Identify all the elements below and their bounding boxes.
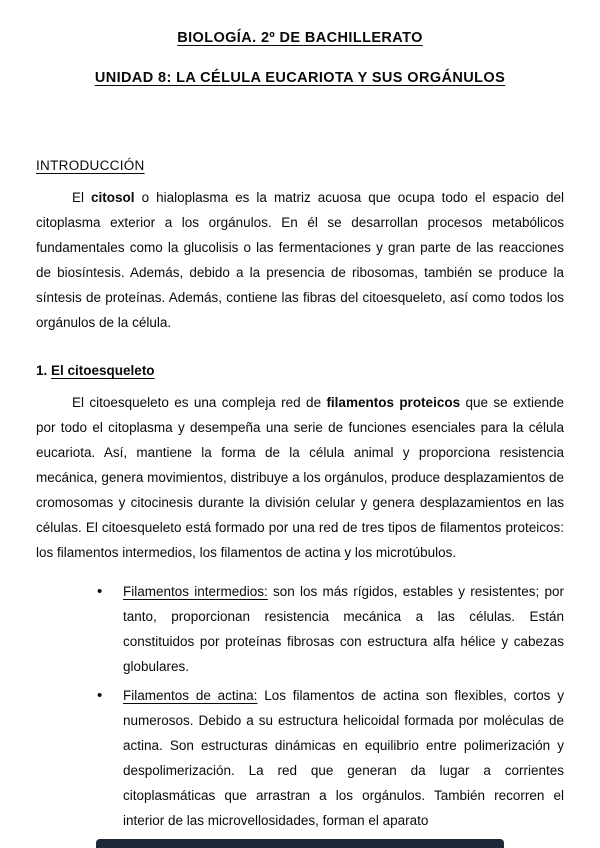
section-1-heading [36, 363, 564, 378]
doc-title [36, 30, 564, 46]
list-item-term: Filamentos de actina: [123, 688, 258, 703]
filaments-list [36, 579, 564, 833]
list-item-text: Los filamentos de actina son flexibles, cortos y numerosos. Debido a su estructura helicoidal formada por moléculas de actina. Son estructuras dinámicas en equilibrio entre polimerización y despolimerización. La red que generan da lugar a corrientes citoplasmáticas que arrastran a los orgánulos. También recorren el interior de las microvellosidades, forman el aparato [123, 688, 564, 828]
intro-paragraph-bold-term: citosol [91, 190, 135, 205]
bottom-bar [96, 839, 504, 848]
intro-heading-text: INTRODUCCIÓN [36, 158, 145, 173]
intro-paragraph-pre: El [72, 190, 92, 205]
list-item-filamentos-de-actina [97, 683, 564, 833]
section-1-paragraph-bold-term: filamentos proteicos [326, 395, 461, 410]
list-item-term: Filamentos intermedios: [123, 584, 268, 599]
section-1-paragraph-post: que se extiende por todo el citoplasma y desempeña una serie de funciones esenciales para la célula eucariota. Así, mantiene la forma de la célula animal y proporciona resistencia mecánica, genera movimientos, distribuye a los orgánulos, produce desplazamientos de cromosomas y citocinesis durante la división celular y genera desplazamientos en las células. El citoesqueleto está formado por una red de tres tipos de filamentos proteicos: los filamentos intermedios, los filamentos de actina y los microtúbulos. [36, 395, 564, 560]
bullet-icon: • [97, 687, 103, 704]
doc-title-text: BIOLOGÍA. 2º DE BACHILLERATO [177, 30, 423, 46]
intro-paragraph-post: o hialoplasma es la matriz acuosa que ocupa todo el espacio del citoplasma exterior a los orgánulos. En él se desarrollan procesos metabólicos fundamentales como la glucolisis o las fermentaciones y gran parte de las reacciones de biosíntesis. Además, debido a la presencia de ribosomas, también se produce la síntesis de proteínas. Además, contiene las fibras del citoesqueleto, así como todos los orgánulos de la célula. [36, 190, 564, 330]
list-item-filamentos-intermedios [97, 579, 564, 679]
bullet-icon: • [97, 583, 103, 600]
doc-subtitle-text: UNIDAD 8: LA CÉLULA EUCARIOTA Y SUS ORGÁNULOS [94, 70, 506, 86]
spacer [36, 110, 564, 158]
list-item-text: son los más rígidos, estables y resistentes; por tanto, proporcionan resistencia mecánica a las células. Están constituidos por proteínas fibrosas con estructura alfa hélice y cabezas globulares. [123, 584, 564, 674]
intro-heading [36, 158, 564, 173]
section-1-heading-text: El citoesqueleto [51, 363, 155, 378]
section-1-paragraph-pre: El citoesqueleto es una compleja red de [72, 395, 327, 410]
doc-subtitle [36, 70, 564, 86]
section-1-number: 1. [36, 363, 48, 378]
section-1-paragraph [36, 390, 564, 565]
intro-paragraph [36, 185, 564, 335]
